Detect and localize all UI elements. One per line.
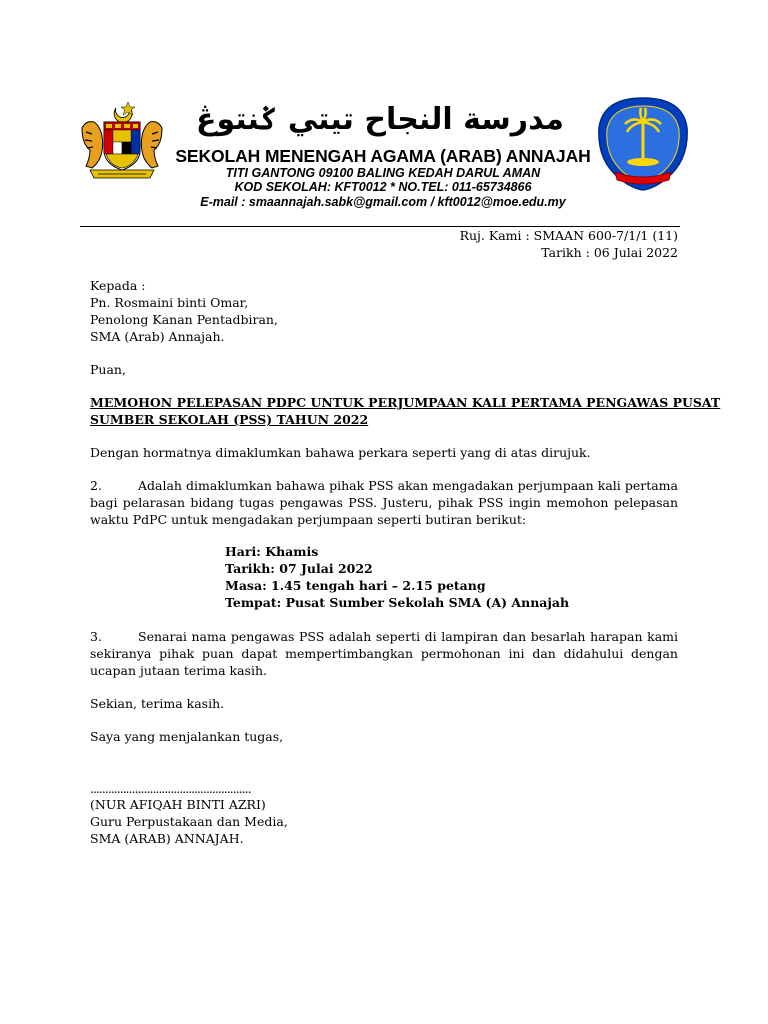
signature-line: ...................................................... (90, 781, 251, 796)
signatory-school: SMA (ARAB) ANNAJAH. (90, 831, 244, 846)
malaysia-coat-of-arms-icon (76, 98, 168, 182)
recipient-school: SMA (Arab) Annajah. (90, 329, 225, 344)
recipient-position: Penolong Kanan Pentadbiran, (90, 312, 278, 327)
signatory-name: (NUR AFIQAH BINTI AZRI) (90, 797, 266, 812)
meeting-day: Hari: Khamis (225, 544, 319, 559)
subject-line-2: SUMBER SEKOLAH (PSS) TAHUN 2022 (90, 412, 369, 427)
paragraph-1: Dengan hormatnya dimaklumkan bahawa perkara seperti yang di atas dirujuk. (90, 445, 591, 460)
signatory-position: Guru Perpustakaan dan Media, (90, 814, 288, 829)
paragraph-3 (90, 628, 678, 679)
reference-number: Ruj. Kami : SMAAN 600-7/1/1 (11) (459, 228, 678, 243)
paragraph-3-number: 3. (90, 629, 102, 644)
kedah-state-emblem-icon (597, 96, 689, 192)
letter-date: Tarikh : 06 Julai 2022 (541, 245, 678, 260)
recipient-label: Kepada : (90, 278, 146, 293)
school-name-arabic: مدرسة النجاح تيتي ݢنتوڠ (196, 102, 564, 137)
school-name: SEKOLAH MENENGAH AGAMA (ARAB) ANNAJAH (175, 146, 591, 166)
school-address: TITI GANTONG 09100 BALING KEDAH DARUL AMAN (225, 166, 541, 180)
paragraph-2-text: Adalah dimaklumkan bahawa pihak PSS akan mengadakan perjumpaan kali pertama bagi pelarasan bidang tugas pengawas PSS. Justeru, pihak PSS ingin memohon pelepasan waktu PdPC untuk mengadakan perjumpaan seperti butiran berikut: (90, 478, 678, 527)
recipient-name: Pn. Rosmaini binti Omar, (90, 295, 249, 310)
paragraph-2-number: 2. (90, 478, 102, 493)
closing-thanks: Sekian, terima kasih. (90, 696, 225, 711)
school-email: E-mail : smaannajah.sabk@gmail.com / kft0012@moe.edu.my (200, 195, 566, 209)
closing-duty: Saya yang menjalankan tugas, (90, 729, 284, 744)
meeting-time: Masa: 1.45 tengah hari – 2.15 petang (225, 578, 486, 593)
letterhead-divider (80, 226, 680, 227)
paragraph-2 (90, 477, 678, 528)
meeting-venue: Tempat: Pusat Sumber Sekolah SMA (A) Annajah (225, 595, 570, 610)
salutation: Puan, (90, 362, 126, 377)
meeting-date: Tarikh: 07 Julai 2022 (225, 561, 373, 576)
school-code-tel: KOD SEKOLAH: KFT0012 * NO.TEL: 011-65734866 (234, 180, 532, 194)
paragraph-3-text: Senarai nama pengawas PSS adalah seperti di lampiran dan besarlah harapan kami sekiranya pihak puan dapat mempertimbangkan permohonan ini dan didahului dengan ucapan jutaan terima kasih. (90, 629, 678, 678)
subject-line-1: MEMOHON PELEPASAN PDPC UNTUK PERJUMPAAN KALI PERTAMA PENGAWAS PUSAT (90, 395, 721, 410)
